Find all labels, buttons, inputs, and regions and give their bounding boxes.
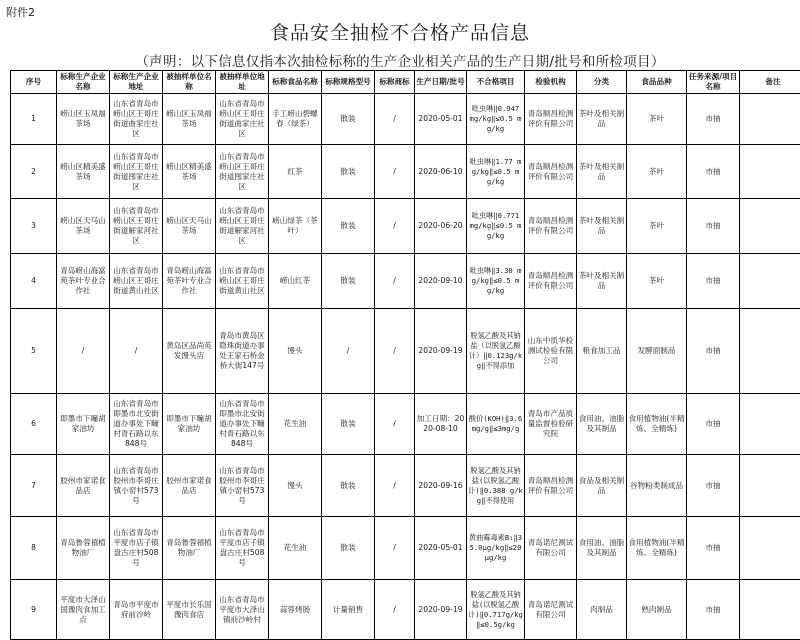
cell-brand: / xyxy=(375,394,415,455)
table-row xyxy=(11,455,800,517)
cell-note xyxy=(740,394,800,455)
cell-sampled-unit: 崂山区精美盛茶场 xyxy=(163,145,216,199)
cell-producer: 崂山区精美盛茶场 xyxy=(57,145,110,199)
cell-brand: / xyxy=(375,145,415,199)
cell-failed-item: 脱氢乙酸及其钠盐(以脱氢乙酸计)‖0.717g/kg‖≤0.5g/kg xyxy=(467,580,525,640)
table-row xyxy=(11,94,800,145)
header-cell: 任务来源/项目名称 xyxy=(687,71,740,94)
cell-brand: / xyxy=(375,309,415,394)
cell-sampled-unit: 即墨市下疃胡家油坊 xyxy=(163,394,216,455)
declaration-text: （声明：以下信息仅指本次抽检标称的生产企业相关产品的生产日期/批号和所检项目） xyxy=(0,50,800,70)
table-row xyxy=(11,580,800,640)
cell-no: 3 xyxy=(11,199,57,254)
cell-source: 市抽 xyxy=(687,394,740,455)
cell-date: 2020-06-20 xyxy=(415,199,467,254)
cell-producer-address: 山东省青岛市崂山区王哥庄街道黄山社区 xyxy=(110,254,163,309)
cell-lab: 青岛顺昌检测评价有限公司 xyxy=(525,94,577,145)
cell-category: 食用油、油脂及其制品 xyxy=(577,394,627,455)
cell-failed-item: 吡虫啉‖1.77 mg/kg‖≤0.5 mg/kg xyxy=(467,145,525,199)
cell-variety: 茶叶 xyxy=(627,254,687,309)
cell-failed-item: 酸价(KOH)‖3.6mg/g‖≤3mg/g xyxy=(467,394,525,455)
cell-producer: 崂山区玉凤福茶场 xyxy=(57,94,110,145)
cell-producer: / xyxy=(57,309,110,394)
cell-producer-address: / xyxy=(110,309,163,394)
cell-sampled-address: 山东省青岛市崂山区王哥庄街道曲家庄社区 xyxy=(216,94,269,145)
cell-producer: 青岛崂山海富苑茶叶专业合作社 xyxy=(57,254,110,309)
cell-spec: 散装 xyxy=(322,199,375,254)
cell-category: 茶叶及相关制品 xyxy=(577,94,627,145)
attachment-label: 附件2 xyxy=(6,4,35,20)
header-cell: 备注 xyxy=(740,71,800,94)
cell-failed-item: 吡虫啉‖0.771 mg/kg‖≤0.5 mg/kg xyxy=(467,199,525,254)
page-title: 食品安全抽检不合格产品信息 xyxy=(0,18,800,45)
cell-date: 2020-09-16 xyxy=(415,455,467,517)
cell-food-name: 花生油 xyxy=(269,394,322,455)
cell-spec: 散装 xyxy=(322,455,375,517)
header-cell: 标称食品名称 xyxy=(269,71,322,94)
cell-category: 食用油、油脂及其制品 xyxy=(577,517,627,580)
header-row xyxy=(11,71,800,94)
cell-lab: 青岛诺尼测试有限公司 xyxy=(525,580,577,640)
cell-date: 加工日期：2020-08-10 xyxy=(415,394,467,455)
cell-failed-item: 黄曲霉毒素B₁‖35.0μg/kg‖≤20μg/kg xyxy=(467,517,525,580)
cell-spec: 散装 xyxy=(322,94,375,145)
cell-variety: 熟肉制品 xyxy=(627,580,687,640)
cell-lab: 青岛诺尼测试有限公司 xyxy=(525,517,577,580)
cell-category: 茶叶及相关制品 xyxy=(577,199,627,254)
cell-producer: 胶州市家诺食品店 xyxy=(57,455,110,517)
cell-food-name: 手工崂山碧螺春（绿茶） xyxy=(269,94,322,145)
cell-failed-item: 脱氢乙酸及其钠盐（以脱氢乙酸计）‖0.123g/kg‖不得添加 xyxy=(467,309,525,394)
cell-note xyxy=(740,455,800,517)
cell-lab: 青岛顺昌检测评价有限公司 xyxy=(525,199,577,254)
cell-producer: 青岛鲁蓉禧植物油厂 xyxy=(57,517,110,580)
cell-sampled-address: 山东省青岛市崂山区王哥庄街道囤家庄社区 xyxy=(216,145,269,199)
cell-producer-address: 山东省青岛市崂山区王哥庄街道曲家庄社区 xyxy=(110,94,163,145)
cell-variety: 发酵面制品 xyxy=(627,309,687,394)
cell-sampled-address: 山东省青岛市即墨市北安街道办事处下疃村青石路以东848号 xyxy=(216,394,269,455)
cell-sampled-address: 山东省青岛市崂山区王哥庄街道解家河社区 xyxy=(216,199,269,254)
cell-source: 市抽 xyxy=(687,199,740,254)
table-row xyxy=(11,254,800,309)
cell-spec: 散装 xyxy=(322,394,375,455)
header-cell: 标称商标 xyxy=(375,71,415,94)
cell-variety: 茶叶 xyxy=(627,199,687,254)
cell-source: 市抽 xyxy=(687,455,740,517)
cell-note xyxy=(740,309,800,394)
cell-producer-address: 青岛市平度市府前沙岭 xyxy=(110,580,163,640)
cell-source: 市抽 xyxy=(687,580,740,640)
cell-failed-item: 吡虫啉‖0.947 mg/kg‖≤0.5 mg/kg xyxy=(467,94,525,145)
cell-lab: 青岛顺昌检测评价有限公司 xyxy=(525,455,577,517)
cell-category: 食品及相关制品 xyxy=(577,455,627,517)
header-cell: 不合格项目 xyxy=(467,71,525,94)
table-row xyxy=(11,309,800,394)
cell-sampled-address: 山东省青岛市崂山区王哥庄街道黄山社区 xyxy=(216,254,269,309)
cell-brand: / xyxy=(375,94,415,145)
cell-sampled-address: 青岛市黄岛区隐珠街道办事处王家石桥金桥大街147号 xyxy=(216,309,269,394)
cell-lab: 青岛顺昌检测评价有限公司 xyxy=(525,145,577,199)
cell-note xyxy=(740,94,800,145)
cell-brand: / xyxy=(375,455,415,517)
cell-brand: / xyxy=(375,580,415,640)
cell-variety: 茶叶 xyxy=(627,94,687,145)
cell-category: 肉制品 xyxy=(577,580,627,640)
cell-lab: 青岛顺昌检测评价有限公司 xyxy=(525,254,577,309)
cell-lab: 青岛市产品质量监督检验研究院 xyxy=(525,394,577,455)
cell-date: 2020-09-19 xyxy=(415,580,467,640)
header-cell: 被抽样单位名称 xyxy=(163,71,216,94)
cell-sampled-unit: 青岛崂山海富苑茶叶专业合作社 xyxy=(163,254,216,309)
cell-no: 1 xyxy=(11,94,57,145)
cell-note xyxy=(740,580,800,640)
cell-date: 2020-09-19 xyxy=(415,309,467,394)
cell-producer-address: 山东省青岛市即墨市北安街道办事处下疃村青石路以东848号 xyxy=(110,394,163,455)
cell-producer-address: 山东省青岛市崂山区王哥庄街道囤家庄社区 xyxy=(110,145,163,199)
table-row xyxy=(11,199,800,254)
cell-sampled-unit: 青岛鲁蓉禧植物油厂 xyxy=(163,517,216,580)
cell-source: 市抽 xyxy=(687,517,740,580)
header-cell: 序号 xyxy=(11,71,57,94)
cell-sampled-unit: 崂山区玉凤福茶场 xyxy=(163,94,216,145)
cell-source: 市抽 xyxy=(687,145,740,199)
cell-category: 粮食加工品 xyxy=(577,309,627,394)
cell-producer-address: 山东省青岛市崂山区王哥庄街道解家河社区 xyxy=(110,199,163,254)
cell-spec: / xyxy=(322,309,375,394)
results-table xyxy=(10,70,800,640)
cell-brand: / xyxy=(375,517,415,580)
cell-producer: 崂山区天马山茶场 xyxy=(57,199,110,254)
header-cell: 标称生产企业地址 xyxy=(110,71,163,94)
cell-spec: 计量销售 xyxy=(322,580,375,640)
cell-date: 2020-05-01 xyxy=(415,517,467,580)
table-row xyxy=(11,394,800,455)
cell-food-name: 蒜蓉烤肠 xyxy=(269,580,322,640)
cell-failed-item: 吡虫啉‖3.30 mg/kg‖≤0.5 mg/kg xyxy=(467,254,525,309)
cell-producer-address: 山东省青岛市平度市店子镇盘古庄村508号 xyxy=(110,517,163,580)
cell-spec: 散装 xyxy=(322,254,375,309)
cell-spec: 散装 xyxy=(322,517,375,580)
cell-food-name: 崂山红茶 xyxy=(269,254,322,309)
cell-no: 2 xyxy=(11,145,57,199)
cell-variety: 食用植物油(半精炼、全精炼) xyxy=(627,517,687,580)
cell-brand: / xyxy=(375,199,415,254)
cell-no: 6 xyxy=(11,394,57,455)
cell-note xyxy=(740,145,800,199)
cell-food-name: 馒头 xyxy=(269,455,322,517)
cell-source: 市抽 xyxy=(687,94,740,145)
table-row xyxy=(11,145,800,199)
cell-failed-item: 脱氢乙酸及其钠盐(以脱氢乙酸计)‖0.388 g/kg‖不得使用 xyxy=(467,455,525,517)
cell-no: 8 xyxy=(11,517,57,580)
header-cell: 标称生产企业名称 xyxy=(57,71,110,94)
cell-sampled-unit: 平度市长乐国豫肉食店 xyxy=(163,580,216,640)
cell-spec: 散装 xyxy=(322,145,375,199)
cell-sampled-unit: 胶州市家诺食品店 xyxy=(163,455,216,517)
cell-sampled-address: 山东省青岛市平度市店子镇盘古庄村508号 xyxy=(216,517,269,580)
cell-no: 9 xyxy=(11,580,57,640)
cell-food-name: 红茶 xyxy=(269,145,322,199)
cell-no: 7 xyxy=(11,455,57,517)
header-cell: 检验机构 xyxy=(525,71,577,94)
cell-date: 2020-09-10 xyxy=(415,254,467,309)
cell-food-name: 崂山绿茶（茶叶） xyxy=(269,199,322,254)
cell-note xyxy=(740,199,800,254)
cell-no: 5 xyxy=(11,309,57,394)
table-row xyxy=(11,517,800,580)
header-cell: 分类 xyxy=(577,71,627,94)
cell-date: 2020-05-01 xyxy=(415,94,467,145)
cell-sampled-address: 山东省青岛市胶州市李哥庄镇小窑村573号 xyxy=(216,455,269,517)
cell-variety: 茶叶 xyxy=(627,145,687,199)
cell-sampled-unit: 崂山区天马山茶场 xyxy=(163,199,216,254)
cell-variety: 谷物粉类制成品 xyxy=(627,455,687,517)
cell-producer: 即墨市下疃胡家油坊 xyxy=(57,394,110,455)
header-cell: 被抽样单位地址 xyxy=(216,71,269,94)
cell-note xyxy=(740,517,800,580)
header-cell: 标称规格型号 xyxy=(322,71,375,94)
cell-food-name: 花生油 xyxy=(269,517,322,580)
cell-brand: / xyxy=(375,254,415,309)
cell-sampled-address: 山东省青岛市平度市大泽山镇前沙岭村 xyxy=(216,580,269,640)
cell-date: 2020-06-10 xyxy=(415,145,467,199)
cell-source: 市抽 xyxy=(687,309,740,394)
cell-food-name: 馒头 xyxy=(269,309,322,394)
cell-note xyxy=(740,254,800,309)
cell-sampled-unit: 黄岛区品尚英发馒头店 xyxy=(163,309,216,394)
cell-source: 市抽 xyxy=(687,254,740,309)
cell-no: 4 xyxy=(11,254,57,309)
cell-variety: 食用植物油(半精炼、全精炼) xyxy=(627,394,687,455)
cell-lab: 山东中质华检测试检验有限公司 xyxy=(525,309,577,394)
cell-category: 茶叶及相关制品 xyxy=(577,254,627,309)
header-cell: 生产日期/批号 xyxy=(415,71,467,94)
header-cell: 食品品种 xyxy=(627,71,687,94)
cell-producer-address: 山东省青岛市胶州市李哥庄镇小窑村573号 xyxy=(110,455,163,517)
cell-category: 茶叶及相关制品 xyxy=(577,145,627,199)
cell-producer: 平度市大泽山国豫肉食加工点 xyxy=(57,580,110,640)
